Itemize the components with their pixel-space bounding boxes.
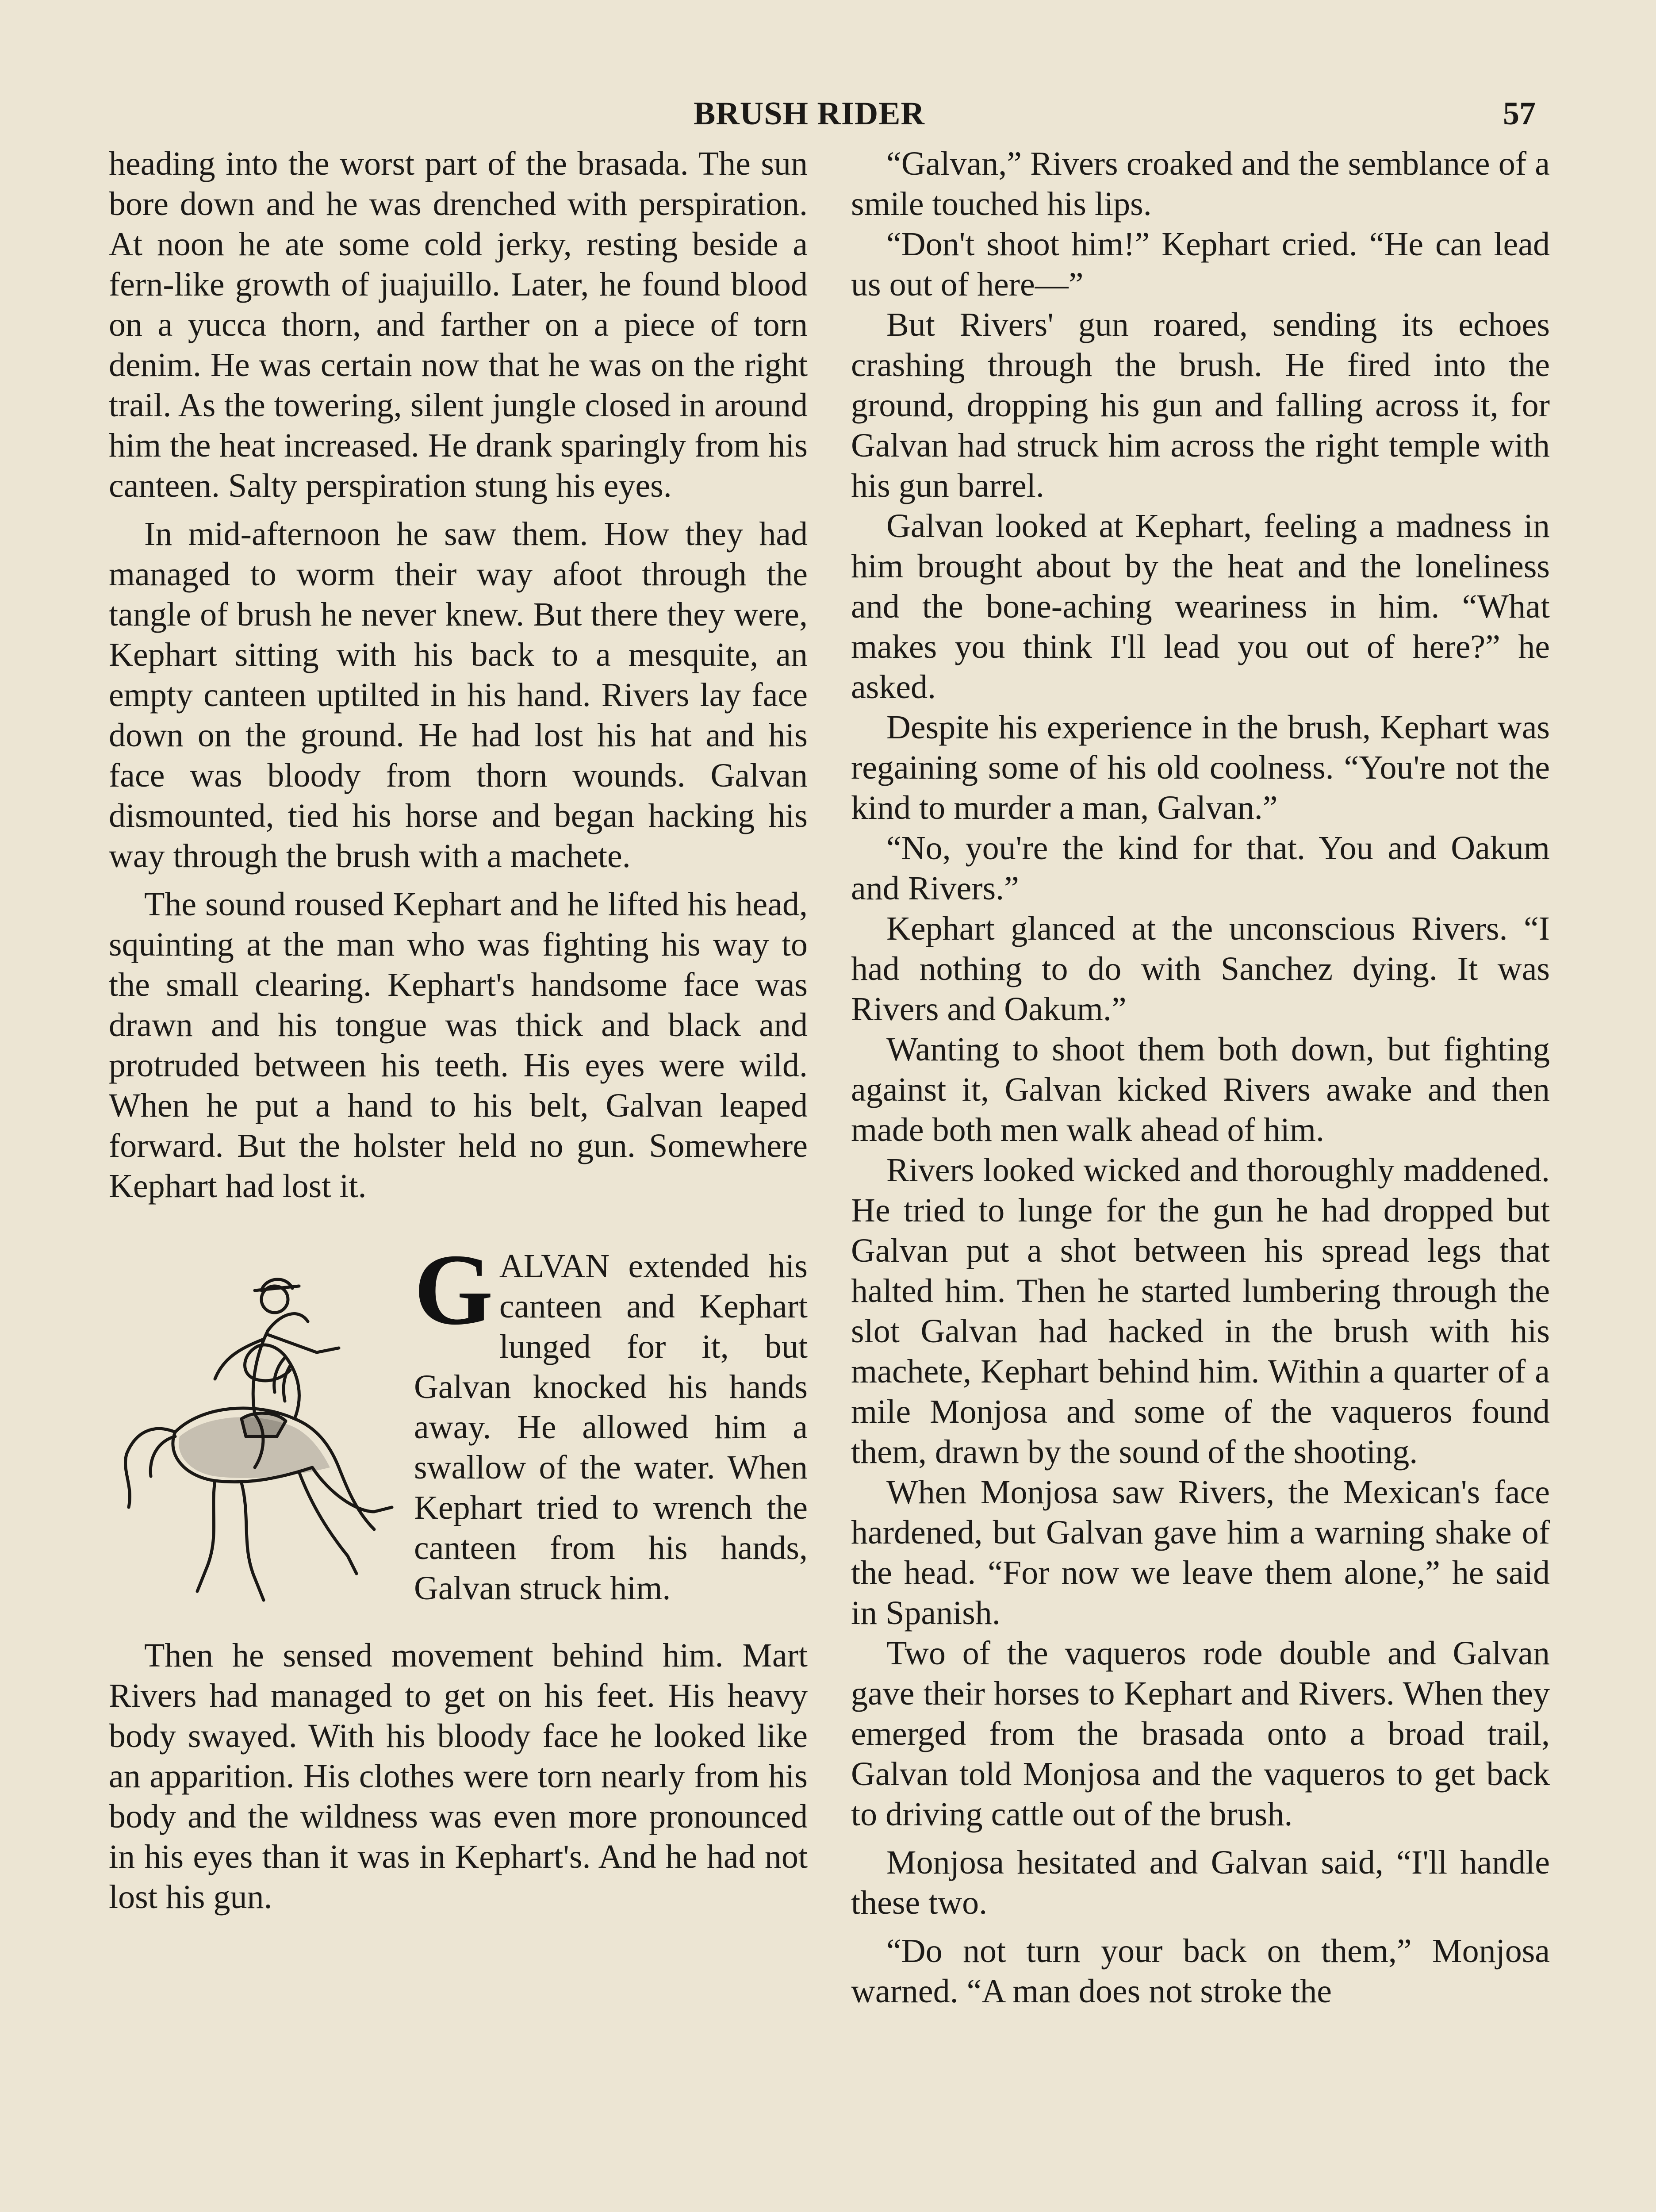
paragraph: “Do not turn your back on them,” Monjosa warned. “A man does not stroke the	[851, 1932, 1550, 2010]
paragraph: Rivers looked wicked and thoroughly maddened. He tried to lunge for the gun he had dropped but Galvan put a shot between his spread legs that halted him. Then he started lumbering through the slot Galvan had hacked in the brush with his machete, Kephart behind him. Within a quarter of a mile Monjosa and some of the vaqueros found them, drawn by the sound of the shooting.	[851, 1152, 1550, 1471]
paragraph: “Galvan,” Rivers croaked and the semblance of a smile touched his lips.	[851, 145, 1550, 223]
paragraph: Despite his experience in the brush, Kephart was regaining some of his old coolness. “You're not the kind to murder a man, Galvan.”	[851, 709, 1550, 826]
section-opening	[109, 1233, 808, 1917]
horse-and-rider-illustration	[109, 1246, 401, 1631]
page-number: 57	[1503, 96, 1536, 132]
page-header	[0, 95, 1656, 135]
paragraph: Kephart glanced at the unconscious Rivers. “I had nothing to do with Sanchez dying. It was Rivers and Oakum.”	[851, 910, 1550, 1028]
left-column	[109, 144, 808, 1917]
paragraph: Monjosa hesitated and Galvan said, “I'll handle these two.	[851, 1844, 1550, 1921]
paragraph: When Monjosa saw Rivers, the Mexican's face hardened, but Galvan gave him a warning shake of the head. “For now we leave them alone,” he said in Spanish.	[851, 1474, 1550, 1632]
paragraph: The sound roused Kephart and he lifted his head, squinting at the man who was fighting his way to the small clearing. Kephart's handsome face was drawn and his tongue was thick and black and protruded between his teeth. His eyes were wild. When he put a hand to his belt, Galvan leaped forward. But the holster held no gun. Somewhere Kephart had lost it.	[109, 886, 808, 1205]
paragraph: “No, you're the kind for that. You and Oakum and Rivers.”	[851, 830, 1550, 907]
paragraph: heading into the worst part of the brasada. The sun bore down and he was drenched with perspiration. At noon he ate some cold jerky, resting beside a fern-like growth of juajuillo. Later, he found blood on a yucca thorn, and farther on a piece of torn denim. He was certain now that he was on the right trail. As the towering, silent jungle closed in around him the heat increased. He drank sparingly from his canteen. Salty perspiration stung his eyes.	[109, 145, 808, 504]
drop-cap: G	[414, 1233, 493, 1346]
paragraph: Two of the vaqueros rode double and Galvan gave their horses to Kephart and Rivers. When they emerged from the brasada onto a broad trail, Galvan told Monjosa and the vaqueros to get back to driving cattle out of the brush.	[851, 1635, 1550, 1833]
right-column	[851, 144, 1550, 2012]
running-title: BRUSH RIDER	[694, 96, 925, 132]
paragraph: Wanting to shoot them both down, but fighting against it, Galvan kicked Rivers awake and then made both men walk ahead of him.	[851, 1031, 1550, 1148]
paragraph: Then he sensed movement behind him. Mart Rivers had managed to get on his feet. His heavy body swayed. With his bloody face he looked like an apparition. His clothes were torn nearly from his body and the wildness was even more pronounced in his eyes than it was in Kephart's. And he had not lost his gun.	[109, 1637, 808, 1916]
paragraph: In mid-afternoon he saw them. How they had managed to worm their way afoot through the tangle of brush he never knew. But there they were, Kephart sitting with his back to a mesquite, an empty canteen uptilted in his hand. Rivers lay face down on the ground. He had lost his hat and his face was bloody from thorn wounds. Galvan dismounted, tied his horse and began hacking his way through the brush with a machete.	[109, 515, 808, 875]
paragraph: ALVAN extended his canteen and Kephart lunged for it, but Galvan knocked his hands away. He allowed him a swallow of the water. When Kephart tried to wrench the canteen from his hands, Galvan struck him.	[414, 1248, 808, 1607]
paragraph: Galvan looked at Kephart, feeling a madness in him brought about by the heat and the loneliness and the bone-aching weariness in him. “What makes you think I'll lead you out of here?” he asked.	[851, 507, 1550, 706]
paragraph: “Don't shoot him!” Kephart cried. “He can lead us out of here—”	[851, 226, 1550, 303]
paragraph: But Rivers' gun roared, sending its echoes crashing through the brush. He fired into the ground, dropping his gun and falling across it, for Galvan had struck him across the right temple with his gun barrel.	[851, 306, 1550, 504]
